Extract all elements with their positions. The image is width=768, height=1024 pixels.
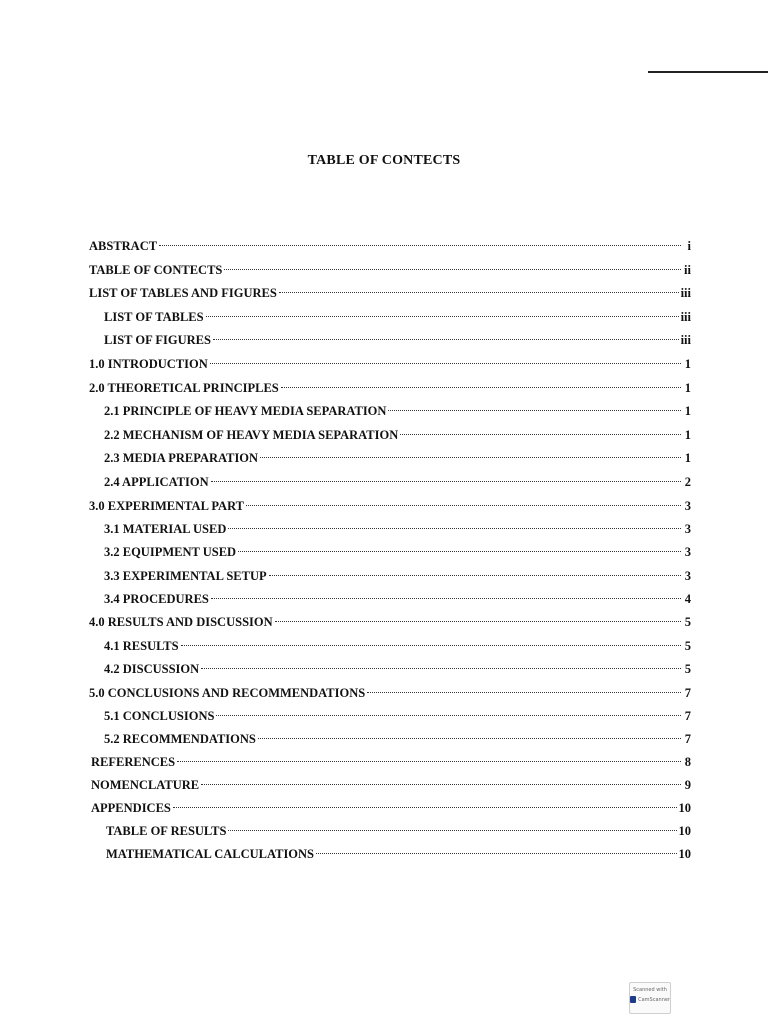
toc-entry-page: ii xyxy=(684,263,691,277)
scanner-watermark-brand xyxy=(630,996,670,1003)
dot-leader xyxy=(177,748,681,766)
toc-entry-experimental-setup[interactable] xyxy=(104,562,691,583)
toc-entry-list-of-figures[interactable] xyxy=(104,326,691,347)
toc-entry-conclusions-and-recommendations[interactable] xyxy=(89,679,691,700)
toc-entry-page: 2 xyxy=(684,475,691,489)
dot-leader xyxy=(228,515,681,533)
toc-entry-page: 1 xyxy=(684,404,691,418)
toc-entry-page: 3 xyxy=(684,569,691,583)
toc-entry-table-of-results[interactable] xyxy=(106,817,691,838)
toc-entry-page: 1 xyxy=(684,451,691,465)
toc-entry-label: NOMENCLATURE xyxy=(91,778,200,792)
toc-entry-table-of-contects[interactable] xyxy=(89,256,691,277)
toc-entry-label: 4.2 DISCUSSION xyxy=(104,662,200,676)
dot-leader xyxy=(316,840,676,858)
dot-leader xyxy=(367,679,681,697)
toc-entry-page: 5 xyxy=(684,615,691,629)
toc-entry-label: 1.0 INTRODUCTION xyxy=(89,357,208,371)
toc-entry-label: 3.2 EQUIPMENT USED xyxy=(104,545,237,559)
dot-leader xyxy=(181,632,681,650)
toc-entry-label: APPENDICES xyxy=(91,801,171,815)
toc-entry-label: TABLE OF CONTECTS xyxy=(89,263,223,277)
toc-entry-page: 1 xyxy=(684,357,691,371)
toc-entry-label: 4.1 RESULTS xyxy=(104,639,179,653)
toc-entry-theoretical-principles[interactable] xyxy=(89,374,691,395)
toc-entry-label: 5.0 CONCLUSIONS AND RECOMMENDATIONS xyxy=(89,686,366,700)
toc-entry-list-of-tables[interactable] xyxy=(104,303,691,324)
toc-entry-material-used[interactable] xyxy=(104,515,691,536)
toc-entry-page: 3 xyxy=(684,545,691,559)
toc-entry-page: 7 xyxy=(684,709,691,723)
dot-leader xyxy=(279,279,679,297)
toc-entry-label: ABSTRACT xyxy=(89,239,158,253)
top-rule xyxy=(648,71,768,73)
dot-leader xyxy=(260,444,681,462)
toc-entry-page: 5 xyxy=(684,662,691,676)
toc-entry-label: 2.4 APPLICATION xyxy=(104,475,209,489)
toc-entry-references[interactable] xyxy=(91,748,691,769)
dot-leader xyxy=(213,326,679,344)
scanner-watermark xyxy=(629,982,671,1014)
toc-entry-appendices[interactable] xyxy=(91,794,691,815)
dot-leader xyxy=(210,350,681,368)
toc-entry-label: 3.0 EXPERIMENTAL PART xyxy=(89,499,245,513)
dot-leader xyxy=(201,655,681,673)
scanner-watermark-brand-text: CamScanner xyxy=(638,996,670,1003)
dot-leader xyxy=(206,303,679,321)
toc-entry-label: 3.1 MATERIAL USED xyxy=(104,522,227,536)
toc-entry-label: MATHEMATICAL CALCULATIONS xyxy=(106,847,315,861)
toc-entry-procedures[interactable] xyxy=(104,585,691,606)
toc-entry-label: 3.3 EXPERIMENTAL SETUP xyxy=(104,569,267,583)
toc-entry-mechanism-of-heavy-media-separation[interactable] xyxy=(104,421,691,442)
toc-entry-page: iii xyxy=(680,286,691,300)
toc-entry-list-of-tables-and-figures[interactable] xyxy=(89,279,691,300)
toc-entry-page: 10 xyxy=(678,847,691,861)
toc-entry-label: 4.0 RESULTS AND DISCUSSION xyxy=(89,615,273,629)
dot-leader xyxy=(216,702,681,720)
toc-entry-experimental-part[interactable] xyxy=(89,492,691,513)
toc-entry-application[interactable] xyxy=(104,468,691,489)
toc-entry-page: 1 xyxy=(684,381,691,395)
toc-entry-page: 10 xyxy=(678,801,691,815)
dot-leader xyxy=(159,232,681,250)
toc-entry-label: 3.4 PROCEDURES xyxy=(104,592,209,606)
toc-entry-page: 7 xyxy=(684,732,691,746)
toc-entry-label: 2.0 THEORETICAL PRINCIPLES xyxy=(89,381,279,395)
toc-entry-page: 8 xyxy=(684,755,691,769)
toc-entry-label: 2.1 PRINCIPLE OF HEAVY MEDIA SEPARATION xyxy=(104,404,387,418)
toc-entry-label: TABLE OF RESULTS xyxy=(106,824,227,838)
toc-entry-page: 5 xyxy=(684,639,691,653)
toc-entry-page: 3 xyxy=(684,499,691,513)
toc-entry-results-and-discussion[interactable] xyxy=(89,608,691,629)
toc-entry-label: LIST OF FIGURES xyxy=(104,333,211,347)
toc-entry-discussion[interactable] xyxy=(104,655,691,676)
page-title: TABLE OF CONTECTS xyxy=(307,153,461,168)
toc-entry-results[interactable] xyxy=(104,632,691,653)
dot-leader xyxy=(258,725,681,743)
dot-leader xyxy=(238,538,681,556)
toc-entry-media-preparation[interactable] xyxy=(104,444,691,465)
toc-entry-page: 9 xyxy=(684,778,691,792)
toc-entry-page: 7 xyxy=(684,686,691,700)
scanner-watermark-top-text: Scanned with xyxy=(633,987,667,993)
toc-entry-page: iii xyxy=(680,310,691,324)
dot-leader xyxy=(201,771,681,789)
toc-entry-conclusions[interactable] xyxy=(104,702,691,723)
toc-entry-page: 3 xyxy=(684,522,691,536)
camscanner-icon xyxy=(630,996,636,1003)
toc-entry-abstract[interactable] xyxy=(89,232,691,253)
toc-entry-page: 10 xyxy=(678,824,691,838)
toc-entry-principle-of-heavy-media-separation[interactable] xyxy=(104,397,691,418)
toc-entry-equipment-used[interactable] xyxy=(104,538,691,559)
toc-entry-label: 5.2 RECOMMENDATIONS xyxy=(104,732,256,746)
toc-entry-label: 2.3 MEDIA PREPARATION xyxy=(104,451,259,465)
dot-leader xyxy=(224,256,681,274)
dot-leader xyxy=(246,492,681,510)
toc-entry-label: 5.1 CONCLUSIONS xyxy=(104,709,215,723)
toc-entry-page: 4 xyxy=(684,592,691,606)
dot-leader xyxy=(281,374,681,392)
dot-leader xyxy=(269,562,681,580)
toc-entry-nomenclature[interactable] xyxy=(91,771,691,792)
toc-entry-label: REFERENCES xyxy=(91,755,176,769)
toc-entry-page: i xyxy=(687,239,691,253)
toc-entry-recommendations[interactable] xyxy=(104,725,691,746)
toc-entry-introduction[interactable] xyxy=(89,350,691,371)
toc-entry-label: 2.2 MECHANISM OF HEAVY MEDIA SEPARATION xyxy=(104,428,399,442)
dot-leader xyxy=(388,397,681,415)
dot-leader xyxy=(173,794,677,812)
toc-entry-page: iii xyxy=(680,333,691,347)
dot-leader xyxy=(228,817,676,835)
toc-entry-label: LIST OF TABLES AND FIGURES xyxy=(89,286,277,300)
dot-leader xyxy=(211,585,681,603)
dot-leader xyxy=(211,468,681,486)
dot-leader xyxy=(275,608,681,626)
toc-entry-page: 1 xyxy=(684,428,691,442)
toc-entry-mathematical-calculations[interactable] xyxy=(106,840,691,861)
dot-leader xyxy=(400,421,681,439)
toc-entry-label: LIST OF TABLES xyxy=(104,310,204,324)
